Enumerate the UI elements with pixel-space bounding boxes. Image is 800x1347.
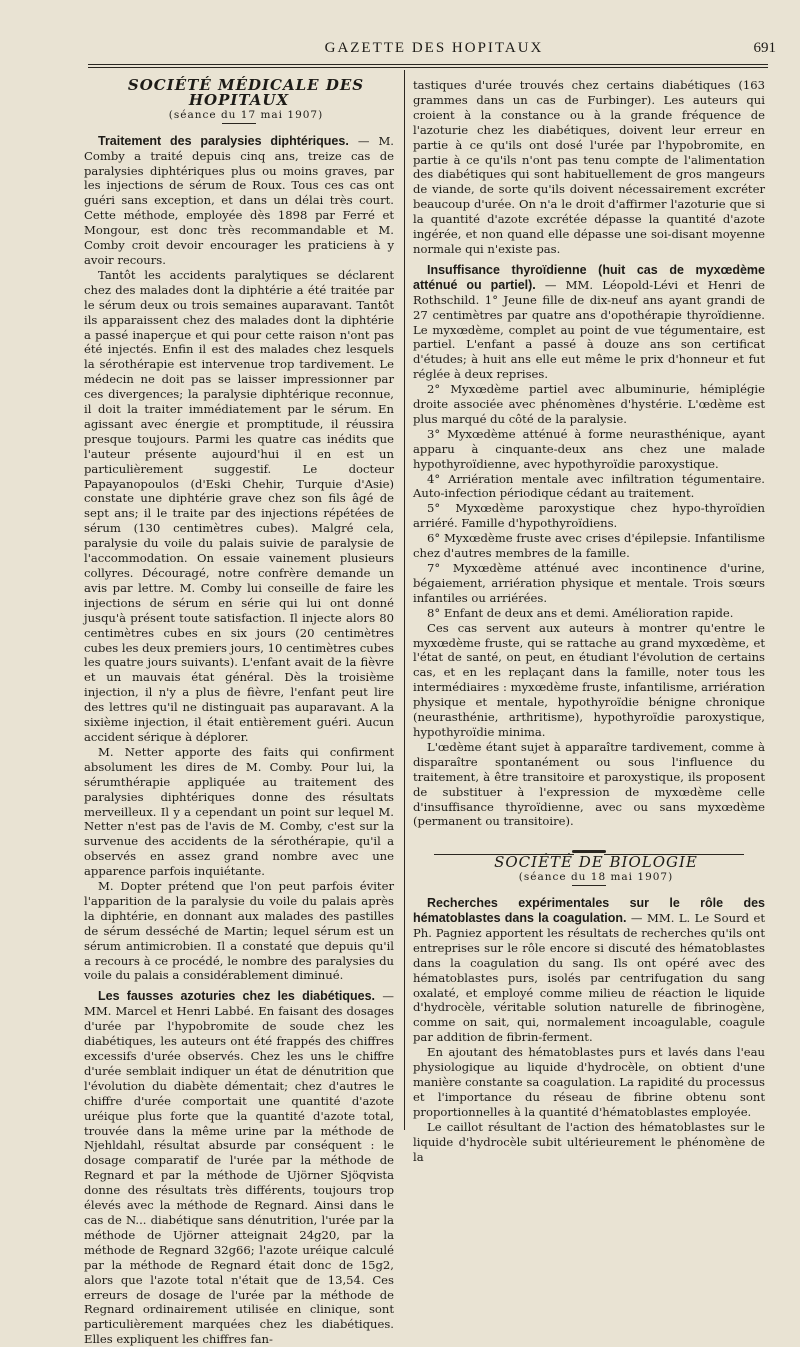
society-title: SOCIÉTÉ DE BIOLOGIE (494, 853, 698, 872)
session-date: (séance du 17 mai 1907) (168, 108, 324, 121)
paragraph: Ces cas servent aux auteurs à montrer qu'entre le myxœdème fruste, qui se rattache au grand myxœdème, et l'état de santé, on peut, en étudiant l'évolution de certains cas, et en les replaçant dans la famille, noter tous les intermédiaires : myxœdème fruste, infantilisme, arriération physique et mentale, hypothyroïdie bénigne chronique (neurasthénie, arthritisme), hypothyroïdie paroxystique, hypothyroïdie minima. (413, 620, 765, 739)
left-column (84, 78, 394, 1347)
society-title: SOCIÉTÉ MÉDICALE DES HOPITAUX (127, 76, 365, 109)
running-header (92, 40, 776, 60)
article-heading: Traitement des paralysies diphtériques. (98, 133, 349, 148)
section-ornament (413, 841, 765, 849)
list-item: 3° Myxœdème atténué à forme neurasthénique, ayant apparu à cinquante-deux ans chez une malade hypothyroïdienne, avec hypothyroïdie paroxystique. (413, 426, 765, 471)
article-text: — MM. Léopold-Lévi et Henri de Rothschild. 1° Jeune fille de dix-neuf ans ayant grandi de 27 centimètres par quatre ans d'opothérapie thyroïdienne. Le myxœdème, complet au point de vue tégumentaire, est partiel. L'enfant a passé à douze ans son certificat d'études; à huit ans elle eut même le prix d'honneur et fut réglée à deux reprises. (413, 277, 765, 382)
article-azoturies (84, 989, 394, 1347)
list-item: 2° Myxœdème partiel avec albuminurie, hémiplégie droite associée avec phénomènes d'hystérie. L'œdème est plus marqué du côté de la paralysie. (413, 382, 765, 426)
article-text: — M. Comby a traité depuis cinq ans, treize cas de paralysies diphtériques plus ou moins graves, par les injections de sérum de Roux. Tous ces cas ont guéri sans exception, et dans un délai très court. Cette méthode, employée dès 1898 par Ferré et Mongour, est donc très recommandable et M. Comby croit devoir encourager les praticiens à y avoir recours. (84, 133, 394, 267)
paragraph: M. Dopter prétend que l'on peut parfois éviter l'apparition de la paralysie du voile du palais après la diphtérie, en donnant aux malades des pastilles de sérum desséché de Martin; lequel sérum est un sérum antimicrobien. Il a constaté que depuis qu'il a recours à ce procédé, le nombre des paralysies du voile du palais a considérablement diminué. (84, 879, 394, 983)
paragraph: M. Netter apporte des faits qui confirment absolument les dires de M. Comby. Pour lui, la sérumthérapie appliquée au traitement des paralysies diphtériques donne des résultats merveilleux. Il y a cependant un point sur lequel M. Netter n'est pas de l'avis de M. Comby, c'est sur la survenue des accidents de la sérothérapie, qu'il a observés en assez grand nombre avec une apparence parfois inquiétante. (84, 744, 394, 879)
session-date: (séance du 18 mai 1907) (518, 871, 674, 884)
article-heading: Les fausses azoturies chez les diabétiques. (98, 989, 376, 1004)
paragraph: Tantôt les accidents paralytiques se déclarent chez des malades dont la diphtérie a été traitée par le sérum deux ou trois semaines auparavant. Tantôt ils apparaissent chez des malades dont la diphtérie a passé inaperçue et qui pour cette raison n'ont pas été injectés. Enfin il est des malades chez lesquels la sérothérapie est intervenue trop tardivement. Le médecin ne doit pas se laisser impressionner par ces divergences; la paralysie diphtérique reconnue, il doit la traiter immédiatement par le sérum. En agissant avec énergie et promptitude, il réussira presque toujours. Parmi les quatre cas inédits que l'auteur présente aujourd'hui il en est un particulièrement suggestif. Le docteur Papayanopoulos (d'Eski Chehir, Turquie d'Asie) constate une diphtérie grave chez son fils âgé de sept ans; il le traite par des injections répétées de sérum (130 centimètres cubes). Malgré cela, paralysie du voile du palais suivie de paralysie de l'accommodation. On essaie vainement plusieurs collyres. Découragé, notre confrère demande un avis par lettre. M. Comby lui conseille de faire les injections de sérum en série qui lui ont donné jusqu'à présent toute satisfaction. Il injecte alors 80 centimètres cubes en six jours (20 centimètres cubes les deux premiers jours, 10 centimètres cubes les quatre jours suivants). L'enfant avait de la fièvre et un mauvais état général. Dès la troisième injection, il n'y a plus de fièvre, l'enfant peut lire des lettres qu'il ne distinguait pas auparavant. A la sixième injection, il était entièrement guéri. Aucun accident sérique à déplorer. (84, 267, 394, 744)
list-item: 8° Enfant de deux ans et demi. Amélioration rapide. (427, 605, 734, 620)
short-rule (222, 123, 256, 124)
article-hematoblastes (413, 896, 765, 1045)
list-item: 5° Myxœdème paroxystique chez hypo-thyroïdien arriéré. Famille d'hypothyroïdiens. (413, 501, 765, 531)
list-item: 4° Arriération mentale avec infiltration tégumentaire. Auto-infection périodique cédant au traitement. (413, 471, 765, 501)
article-heading: Recherches expérimentales sur le rôle des hématoblastes dans la coagulation. (413, 896, 765, 926)
paragraph: Le caillot résultant de l'action des hématoblastes sur le liquide d'hydrocèle subit ultérieurement le phénomène de la (413, 1119, 765, 1164)
right-column (413, 78, 765, 1164)
short-rule (572, 885, 606, 886)
page-number: 691 (753, 40, 776, 56)
article-heading: Insuffisance thyroïdienne (huit cas de myxœdème atténué ou partiel). (413, 262, 765, 292)
list-item: 6° Myxœdème fruste avec crises d'épilepsie. Infantilisme chez d'autres membres de la famille. (413, 531, 765, 561)
article-text: — MM. Marcel et Henri Labbé. En faisant des dosages d'urée par l'hypobromite de soude chez les diabétiques, les auteurs ont été frappés des chiffres excessifs d'urée observés. Chez les uns le chiffre d'urée semblait indiquer un état de dénutrition que l'évolution du diabète démentait; chez d'autres le chiffre d'urée comportait une quantité d'azote uréique plus forte que la quantité d'azote total, trouvée dans la même urine par la méthode de Njehldahl, résultat absurde par conséquent : le dosage comparatif de l'urée par la méthode de Regnard et par la méthode de Ujörner Sjöqvista donne des résultats très différents, toujours trop élevés avec la méthode de Regnard. Ainsi dans le cas de N... diabétique sans dénutrition, l'urée par la méthode de Ujörner atteignait 24g20, par la méthode de Regnard 32g66; l'azote uréique calculé par la méthode de Regnard était donc de 15g2, alors que l'azote total n'était que de 13,54. Ces erreurs de dosage de l'urée par la méthode de Regnard ordinairement utilisée en clinique, sont particulièrement marquées chez les diabétiques. Elles expliquent les chiffres fan- (84, 989, 395, 1347)
column-divider (404, 70, 405, 1130)
article-thyroid (413, 263, 765, 382)
paragraph: L'œdème étant sujet à apparaître tardivement, comme à disparaître spontanément ou sous l'influence du traitement, à être transitoire et paroxystique, ils proposent de substituer à l'expression de myxœdème celle d'insuffisance thyroïdienne, avec ou sans myxœdème (permanent ou transitoire). (413, 739, 765, 829)
article-text: — MM. L. Le Sourd et Ph. Pagniez apportent les résultats de recherches qu'ils ont entreprises sur le rôle encore si discuté des hématoblastes dans la coagulation du sang. Ils ont opéré avec des hématoblastes purs, isolés par centrifugation du sang oxalaté, et employé comme milieu de réaction le liquide d'hydrocèle, véritable solution naturelle de fibrinogène, comme on sait, qui, normalement incoagulable, coagule par addition de fibrin-ferment. (413, 911, 766, 1045)
list-item: 7° Myxœdème atténué avec incontinence d'urine, bégaiement, arriération physique et mentale. Trois sœurs infantiles ou arriérées. (413, 561, 765, 605)
paragraph: En ajoutant des hématoblastes purs et lavés dans l'eau physiologique au liquide d'hydrocèle, on obtient d'une manière constante sa coagulation. La rapidité du processus et l'importance du réseau de fibrine obtenu sont proportionnelles à la quantité d'hématoblastes employée. (413, 1045, 765, 1119)
paragraph-continued: tastiques d'urée trouvés chez certains diabétiques (163 grammes dans un cas de Furbinger). Les auteurs qui croient à la constance ou à la grande fréquence de l'azoturie chez les diabétiques, doivent leur erreur en partie à ce qu'ils ont dosé l'urée par l'hypobromite, en partie à ce qu'ils n'ont pas tenu compte de l'alimentation des diabétiques qui sont habituellement de gros mangeurs de viande, de sorte qu'ils doivent nécessairement excréter beaucoup d'urée. On n'a le droit d'affirmer l'azoturie que si la quantité d'azote excrétée dépasse la quantité d'azote ingérée, et non quand elle dépasse une soi-disant moyenne normale qui n'existe pas. (413, 78, 765, 256)
journal-title: GAZETTE DES HOPITAUX (324, 40, 544, 56)
header-rule (88, 64, 768, 68)
article-paralysies (84, 134, 394, 268)
